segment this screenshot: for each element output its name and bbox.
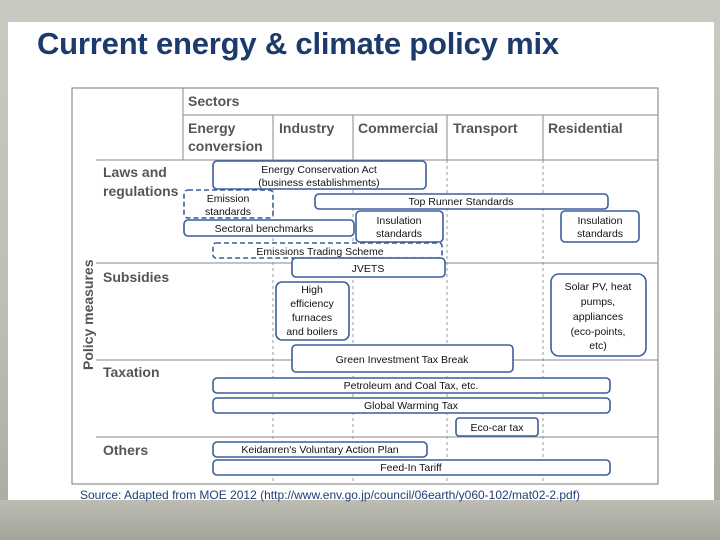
- policy-measures-label: Policy measures: [80, 259, 96, 370]
- category-taxation: Taxation: [103, 364, 160, 380]
- column-commercial: Commercial: [358, 120, 439, 136]
- column-residential: Residential: [548, 120, 623, 136]
- insulation-residential-line1: Insulation: [577, 215, 623, 227]
- emission-standards-line1: Emission: [206, 193, 250, 205]
- green-investment-label: Green Investment Tax Break: [335, 354, 469, 366]
- policy-high-efficiency-furnaces: [276, 282, 349, 340]
- policy-global-warming-tax: [213, 398, 610, 413]
- sectoral-benchmarks-label: Sectoral benchmarks: [214, 223, 314, 235]
- policy-emission-standards: [184, 190, 273, 218]
- policy-petroleum-coal-tax: [213, 378, 610, 393]
- high-efficiency-line3: furnaces: [291, 312, 333, 324]
- column-industry: Industry: [279, 120, 335, 136]
- solar-pv-line2: pumps,: [580, 296, 616, 308]
- policy-sectoral-benchmarks: [184, 220, 354, 236]
- column-transport: Transport: [453, 120, 518, 136]
- policy-jvets: [292, 258, 445, 277]
- category-others: Others: [103, 442, 149, 458]
- sectors-label: Sectors: [188, 93, 240, 109]
- insulation-commercial-line2: standards: [375, 228, 423, 240]
- category-laws-line2: regulations: [103, 183, 179, 199]
- policy-keidanren-action-plan: [213, 442, 427, 457]
- high-efficiency-line4: and boilers: [286, 326, 338, 338]
- column-energy-conversion-line2: conversion: [188, 138, 263, 154]
- top-runner-label: Top Runner Standards: [408, 196, 514, 208]
- solar-pv-line1: Solar PV, heat: [564, 281, 632, 293]
- high-efficiency-line2: efficiency: [290, 298, 334, 310]
- emissions-trading-label: Emissions Trading Scheme: [256, 246, 384, 258]
- insulation-commercial-line1: Insulation: [376, 215, 422, 227]
- policy-eco-car-tax: [456, 418, 538, 436]
- policy-insulation-commercial: [356, 211, 443, 242]
- policy-top-runner-standards: [315, 194, 608, 209]
- policy-green-investment-tax-break: [292, 345, 513, 372]
- policy-emissions-trading-scheme: [213, 243, 442, 258]
- policy-feed-in-tariff: [213, 460, 610, 475]
- policy-energy-conservation-act: [213, 161, 426, 189]
- emission-standards-line2: standards: [204, 206, 252, 218]
- keidanren-label: Keidanren's Voluntary Action Plan: [241, 444, 399, 456]
- petroleum-coal-tax-label: Petroleum and Coal Tax, etc.: [343, 380, 479, 392]
- solar-pv-line5: etc): [589, 340, 607, 352]
- insulation-residential-line2: standards: [576, 228, 624, 240]
- eco-car-tax-label: Eco-car tax: [470, 422, 524, 434]
- jvets-label: JVETS: [351, 263, 385, 275]
- solar-pv-line4: (eco-points,: [570, 326, 626, 338]
- high-efficiency-line1: High: [301, 284, 323, 296]
- source-citation: Source: Adapted from MOE 2012 (http://www.env.go.jp/council/06earth/y060-102/mat02-2.pdf): [80, 488, 581, 502]
- policy-insulation-residential: [561, 211, 639, 242]
- column-energy-conversion-line1: Energy: [188, 120, 236, 136]
- energy-conservation-act-line2: (business establishments): [258, 177, 380, 189]
- energy-conservation-act-line1: Energy Conservation Act: [261, 164, 377, 176]
- solar-pv-line3: appliances: [572, 311, 624, 323]
- category-laws-line1: Laws and: [103, 164, 167, 180]
- policy-solar-pv-appliances: [551, 274, 646, 356]
- feed-in-tariff-label: Feed-In Tariff: [380, 462, 442, 474]
- global-warming-tax-label: Global Warming Tax: [364, 400, 458, 412]
- slide-title: Current energy & climate policy mix: [37, 26, 559, 61]
- category-subsidies: Subsidies: [103, 269, 170, 285]
